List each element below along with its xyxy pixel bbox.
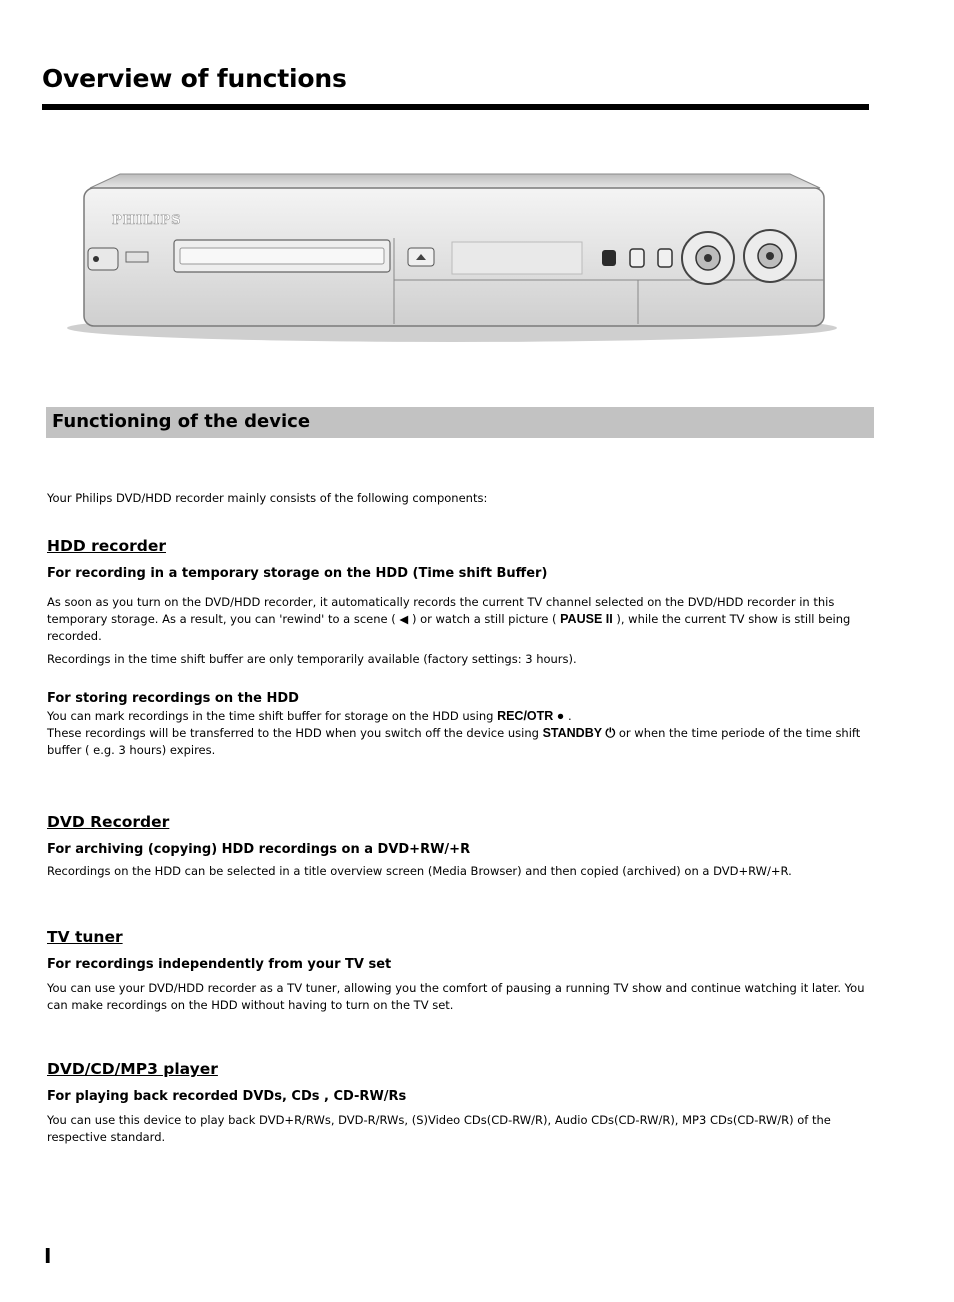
button-2	[630, 249, 644, 267]
standby-key: STANDBY ⏻	[542, 726, 616, 740]
jog-dial-right-center	[766, 252, 774, 260]
tv-tuner-section	[47, 927, 867, 1014]
record-button	[602, 250, 616, 266]
tuner-heading: TV tuner	[47, 928, 123, 946]
dvd-recorder-section	[47, 812, 867, 880]
hdd-sub2: For storing recordings on the HDD	[47, 691, 299, 706]
tuner-paragraph: You can use your DVD/HDD recorder as a TV tuner, allowing you the comfort of pausing a running TV show and continue watching it later. You can make recordings on the HDD without having to turn on the TV set.	[47, 981, 865, 1012]
intro-text: Your Philips DVD/HDD recorder mainly consists of the following components:	[47, 491, 488, 505]
button-3	[658, 249, 672, 267]
player-section	[47, 1059, 867, 1146]
disc-tray-slot	[180, 248, 384, 264]
rewind-icon: ◀	[399, 612, 409, 626]
dvd-heading: DVD Recorder	[47, 813, 170, 831]
hdd-paragraph-3: You can mark recordings in the time shift buffer for storage on the HDD using REC/OTR ● .	[47, 709, 572, 723]
power-led	[93, 256, 99, 262]
player-paragraph: You can use this device to play back DVD+R/RWs, DVD-R/RWs, (S)Video CDs(CD-RW/R), Audio CDs(CD-RW/R), MP3 CDs(CD-RW/R) of the respective standard.	[47, 1113, 831, 1144]
jog-dial-left-center	[704, 254, 712, 262]
player-heading: DVD/CD/MP3 player	[47, 1060, 218, 1078]
hdd-paragraph-2: Recordings in the time shift buffer are only temporarily available (factory settings: 3 hours).	[47, 652, 577, 666]
section-bar	[46, 407, 874, 438]
hdd-paragraph-4: These recordings will be transferred to the HDD when you switch off the device using STANDBY ⏻ or when the time periode of the time shift buffer ( e.g. 3 hours) expires.	[47, 726, 861, 757]
pause-key: PAUSE II	[560, 612, 613, 626]
page-title: Overview of functions	[42, 64, 347, 93]
tuner-sub: For recordings independently from your TV set	[47, 957, 392, 972]
hdd-paragraph-1: As soon as you turn on the DVD/HDD recorder, it automatically records the current TV channel selected on the DVD/HDD recorder in this temporary storage. As a result, you can 'rewind' to a scene ( ◀ ) or watch a still picture ( PAUSE II ), while the current TV show is still being recorded.	[47, 595, 851, 643]
dvd-paragraph: Recordings on the HDD can be selected in a title overview screen (Media Browser) and then copied (archived) on a DVD+RW/+R.	[47, 864, 792, 878]
device-top	[90, 174, 820, 188]
section-title: Functioning of the device	[52, 411, 311, 432]
display-window	[452, 242, 582, 274]
hdd-sub1: For recording in a temporary storage on the HDD (Time shift Buffer)	[47, 566, 548, 581]
hdd-heading: HDD recorder	[47, 537, 166, 555]
rec-otr-key: REC/OTR ●	[497, 709, 565, 723]
brand-logo: PHILIPS	[112, 213, 182, 228]
power-button	[88, 248, 118, 270]
player-sub: For playing back recorded DVDs, CDs , CD-RW/Rs	[47, 1089, 407, 1104]
title-rule	[42, 104, 869, 110]
hdd-recorder-section	[47, 536, 867, 759]
dvd-recorder-illustration	[60, 168, 844, 348]
dvd-sub: For archiving (copying) HDD recordings on a DVD+RW/+R	[47, 842, 471, 857]
page-number: I	[44, 1244, 52, 1268]
